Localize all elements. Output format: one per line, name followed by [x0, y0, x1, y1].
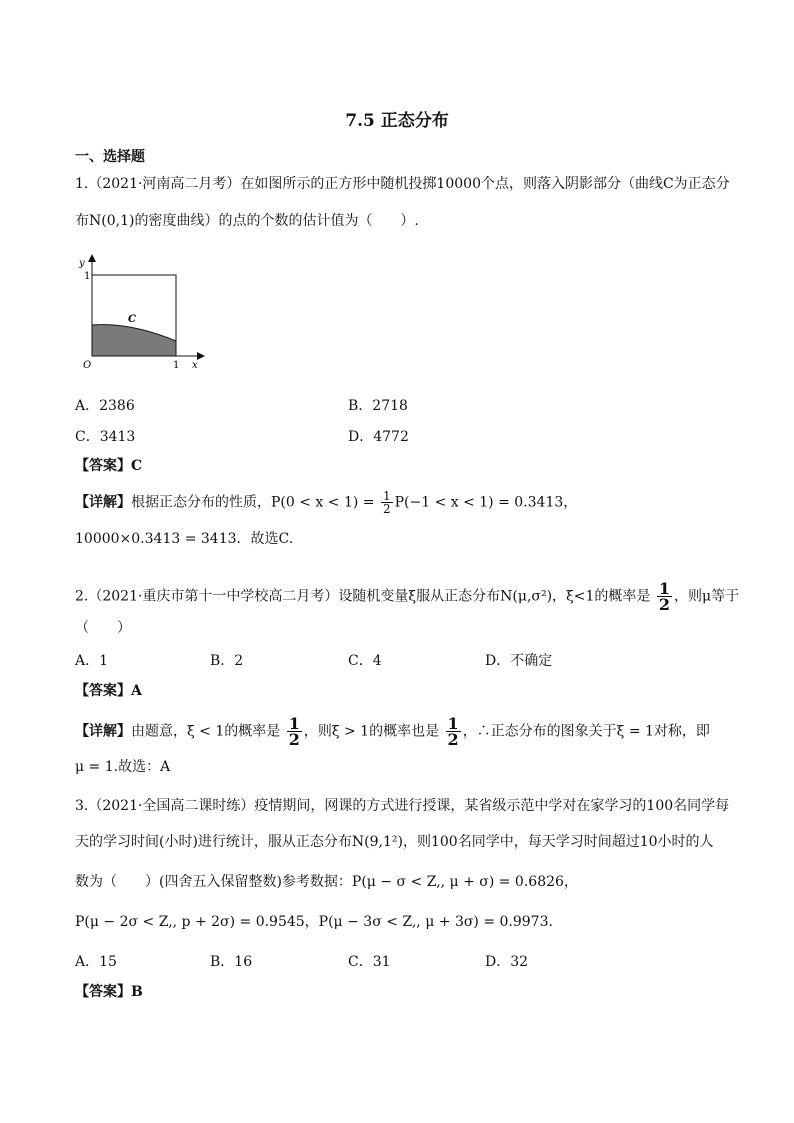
- q1-half-den: 2: [382, 502, 391, 516]
- q1-half-fraction: [381, 490, 393, 515]
- q3-option-d: D．32: [485, 954, 529, 970]
- q2-answer: 【答案】A: [75, 683, 142, 699]
- q1-detail-part1: 根据正态分布的性质，P(0 < x < 1) =: [131, 494, 375, 511]
- q1-option-d: D．4772: [348, 429, 409, 445]
- q2-detail-line1: [75, 716, 710, 747]
- y-one-label: 1: [84, 271, 91, 282]
- q2-option-c: C．4: [348, 653, 382, 669]
- q2-detail-line2: μ = 1.故选：A: [75, 759, 171, 775]
- q1-detail-label: 【详解】: [75, 494, 131, 511]
- q2-detail-half-1-num: 1: [288, 714, 300, 733]
- q3-stem-line4: P(μ − 2σ < Z,, p + 2σ) = 0.9545，P(μ − 3σ < Z,, μ + 3σ) = 0.9973.: [75, 914, 553, 930]
- q3-option-b: B．16: [210, 954, 253, 970]
- q1-figure: [75, 252, 210, 377]
- q2-stem-line1: [75, 581, 739, 612]
- q1-option-b: B．2718: [348, 398, 408, 414]
- page-title: 7.5 正态分布: [345, 111, 449, 131]
- q2-detail-half-2-num: 1: [447, 714, 459, 733]
- q1-option-c: C．3413: [75, 429, 136, 445]
- q1-answer: 【答案】C: [75, 458, 143, 474]
- q2-half-fraction: [657, 581, 672, 612]
- q2-detail-part2: ，则ξ > 1的概率也是: [303, 723, 440, 740]
- q3-stem-line2: 天的学习时间(小时)进行统计，服从正态分布N(9,1²)，则100名同学中，每天学习时间超过10小时的人: [75, 834, 714, 850]
- q3-option-a: A．15: [75, 954, 117, 970]
- q2-option-b: B．2: [210, 653, 244, 669]
- origin-label: O: [83, 360, 92, 371]
- q2-option-a: A．1: [75, 653, 109, 669]
- q2-half-den: 2: [658, 595, 670, 614]
- q3-stem-line1: 3.（2021·全国高二课时练）疫情期间，网课的方式进行授课，某省级示范中学对在家学习的100名同学每: [75, 798, 730, 814]
- q3-answer: 【答案】B: [75, 984, 143, 1000]
- q2-option-d: D．不确定: [485, 653, 553, 669]
- q3-option-c: C．31: [348, 954, 391, 970]
- q2-detail-part3: ，∴正态分布的图象关于ξ = 1对称，即: [462, 723, 710, 740]
- curve-label: C: [128, 314, 136, 325]
- q2-half-num: 1: [658, 579, 670, 598]
- q2-detail-label: 【详解】: [75, 723, 131, 740]
- q2-detail-part1: 由题意，ξ < 1的概率是: [131, 723, 281, 740]
- q2-detail-half-1: [287, 716, 302, 747]
- q1-detail-part2: P(−1 < x < 1) = 0.3413，: [394, 494, 578, 511]
- q2-detail-half-1-den: 2: [288, 730, 300, 749]
- q2-detail-half-2-den: 2: [447, 730, 459, 749]
- q1-option-a: A．2386: [75, 398, 135, 414]
- y-axis-label: y: [79, 258, 85, 269]
- x-one-label: 1: [173, 360, 180, 371]
- q1-stem-line1: 1.（2021·河南高二月考）在如图所示的正方形中随机投掷10000个点，则落入阴影部分（曲线C为正态分: [75, 176, 730, 192]
- q2-stem-part2: ，则μ等于: [673, 588, 740, 605]
- q1-half-num: 1: [382, 489, 391, 503]
- x-axis-label: x: [192, 360, 198, 371]
- section-heading: 一、选择题: [75, 149, 145, 165]
- q1-stem-line2: 布N(0,1)的密度曲线）的点的个数的估计值为（ ）.: [75, 213, 419, 229]
- q1-detail-line2: 10000×0.3413 = 3413．故选C.: [75, 531, 294, 547]
- q1-detail-line1: [75, 490, 577, 515]
- q3-stem-line3: 数为（ ）(四舍五入保留整数)参考数据：P(μ − σ < Z,, μ + σ) = 0.6826，: [75, 874, 578, 890]
- shaded-region: [92, 325, 176, 356]
- q2-stem-line2: （ ）: [75, 620, 131, 636]
- q2-stem-part1: 2.（2021·重庆市第十一中学校高二月考）设随机变量ξ服从正态分布N(μ,σ²)，ξ<1的概率是: [75, 588, 651, 605]
- q2-detail-half-2: [446, 716, 461, 747]
